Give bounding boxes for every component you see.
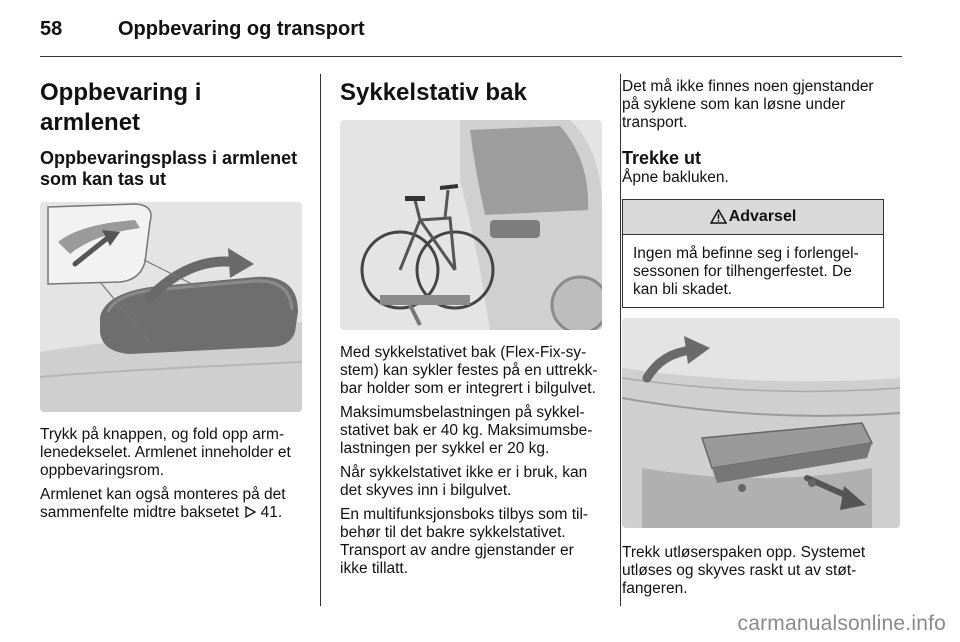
armrest-title: Oppbevaring i armlenet [40,79,202,136]
text-line: En multifunksjonsboks tilbys som til- [340,506,589,523]
text-line: på syklene som kan løsne under [622,96,846,113]
column-armrest [40,74,302,522]
bike-carrier-paragraph [340,464,602,500]
text-line: transport. [622,114,688,131]
section-header: Oppbevaring og transport [118,18,365,40]
text-line: Det må ikke finnes noen gjenstander [622,78,874,95]
text-line: sessonen for tilhengerfestet. De [633,263,852,280]
text-line: sammenfelte midtre baksetet [40,504,240,521]
column-divider [620,74,621,606]
page-reference[interactable]: 41. [256,504,283,521]
column-extract [622,74,902,598]
text-line: fangeren. [622,580,688,597]
warning-triangle-icon [710,207,727,227]
warning-body [623,235,883,307]
text-line: lastningen per sykkel er 20 kg. [340,440,550,457]
armrest-paragraph [40,426,302,480]
text-line: Trykk på knappen, og fold opp arm- [40,426,285,443]
text-line: Trekk utløserspaken opp. Systemet [622,544,866,561]
bike-carrier-paragraph [340,344,602,398]
text-line: Med sykkelstativet bak (Flex-Fix-sy- [340,344,587,361]
text-line: Ingen må befinne seg i forlengel- [633,245,859,262]
text-line: stem) kan sykler festes på en uttrekk- [340,362,598,379]
bike-carrier-paragraph [340,404,602,458]
text-line: utløses og skyves raskt ut av støt- [622,562,857,579]
extract-paragraph [622,544,902,598]
text-line: Maksimumsbelastningen på sykkel- [340,404,585,421]
text-line: oppbevaringsrom. [40,462,165,479]
page-header [40,14,920,50]
armrest-subtitle-line: som kan tas ut [40,169,167,189]
text-line: ikke tillatt. [340,560,409,577]
text-line: behør til det bakre sykkelstativet. [340,524,566,541]
armrest-paragraph [40,486,302,522]
text-line: bar holder som er integrert i bilgulvet. [340,380,596,397]
bike-carrier-illustration [340,120,602,330]
extract-instruction: Åpne bakluken. [622,169,729,186]
text-line: Når sykkelstativet ikke er i bruk, kan [340,464,588,481]
text-line: Transport av andre gjenstander er [340,542,574,559]
column-divider [320,74,321,606]
armrest-subtitle [40,148,302,190]
bike-carrier-paragraph [340,506,602,578]
page-reference-icon [243,504,256,521]
bike-carrier-title: Sykkelstativ bak [340,79,527,106]
text-line: kan bli skadet. [633,281,733,298]
armrest-illustration [40,202,302,412]
armrest-subtitle-line: Oppbevaringsplass i armlenet [40,148,298,168]
header-rule [40,56,902,57]
warning-header [623,200,883,235]
text-line: lenedekselet. Armlenet inneholder et [40,444,291,461]
text-line: stativet bak er 40 kg. Maksimumsbe- [340,422,593,439]
column-bike-carrier [340,74,602,578]
warning-text [633,245,873,299]
page-number: 58 [40,18,63,40]
release-lever-illustration [622,318,900,528]
extract-subtitle: Trekke ut [622,148,702,168]
watermark: carmanualsonline.info [737,612,946,635]
warning-title: Advarsel [728,208,797,225]
extract-paragraph [622,78,902,132]
text-line: det skyves inn i bilgulvet. [340,482,512,499]
text-line: Armlenet kan også monteres på det [40,486,286,503]
warning-box [622,199,884,308]
